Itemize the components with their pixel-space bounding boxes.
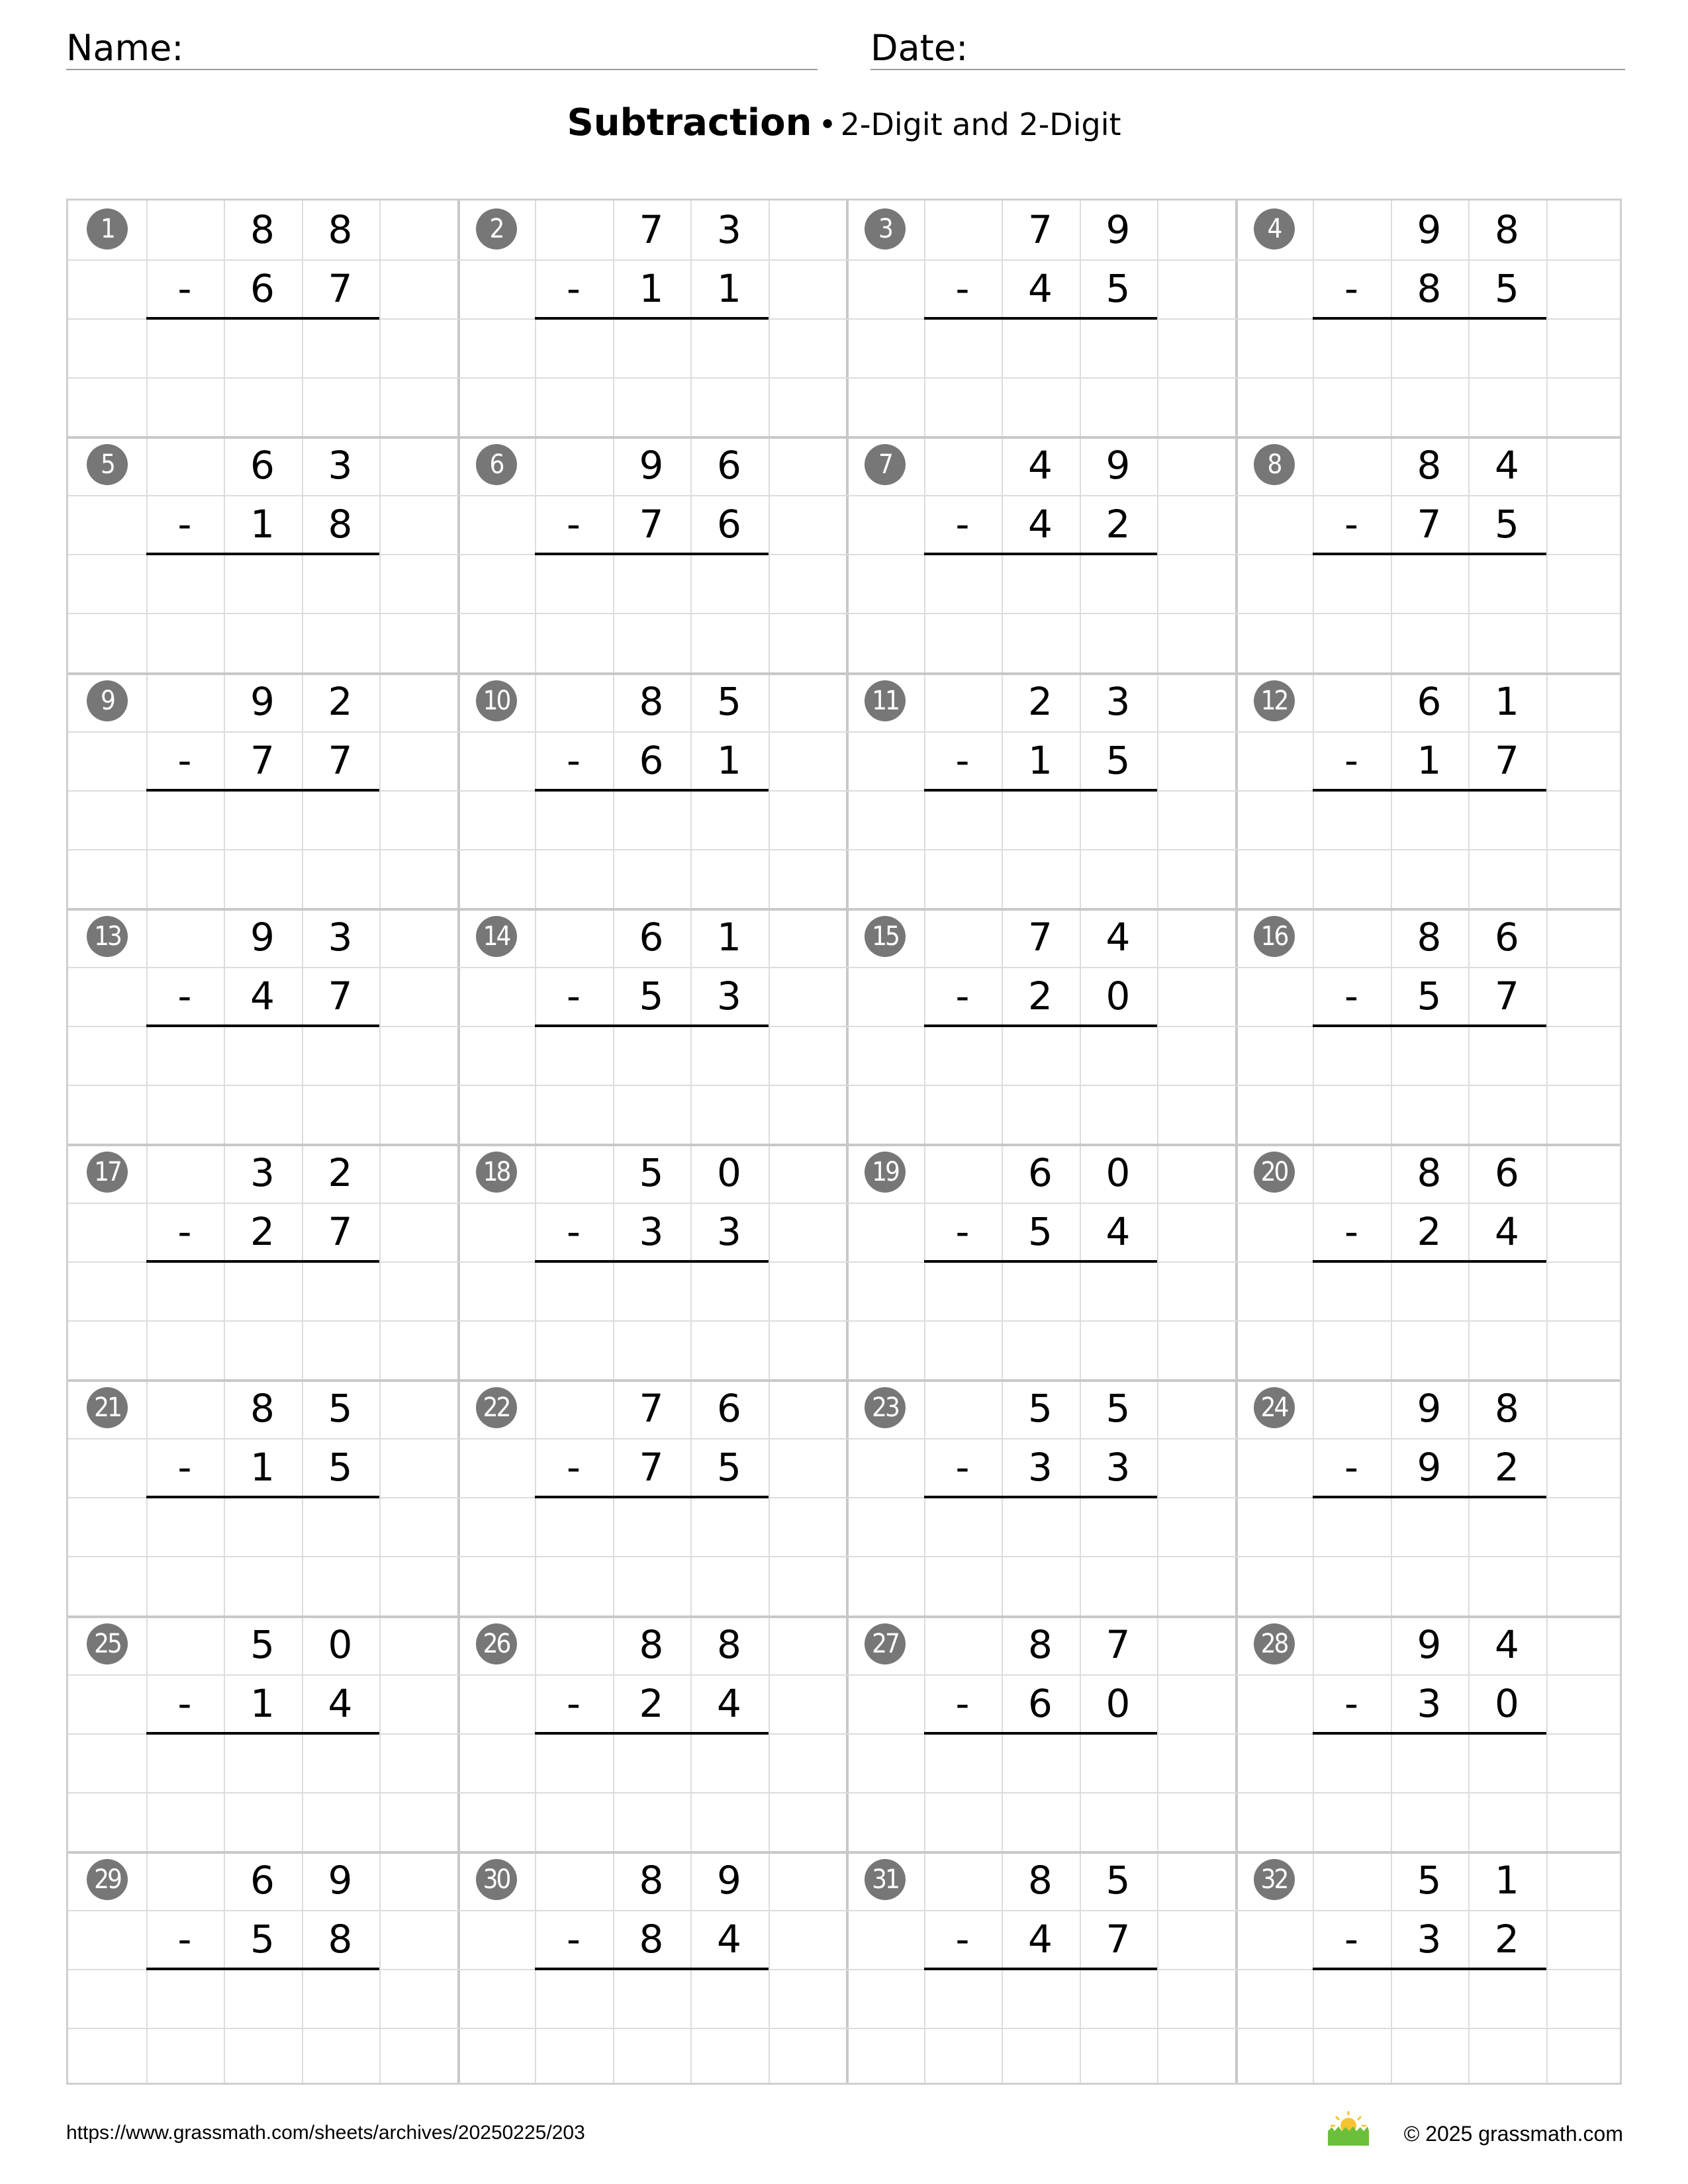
problem-number-badge: 2 — [476, 208, 517, 250]
problem-number-badge: 29 — [87, 1859, 128, 1900]
subtrahend-tens-digit: 2 — [1028, 973, 1053, 1019]
subtrahend-ones-digit: 7 — [328, 737, 353, 783]
minuend-tens-digit: 8 — [639, 678, 664, 724]
subtrahend-ones-digit: 4 — [328, 1680, 353, 1726]
minus-sign: - — [567, 502, 581, 547]
problem-number-badge: 6 — [476, 444, 517, 485]
subtraction-problem — [457, 436, 847, 672]
minus-sign: - — [1344, 1916, 1358, 1962]
subtrahend-tens-digit: 1 — [250, 1445, 275, 1490]
problem-number-badge: 10 — [476, 680, 517, 721]
minuend-tens-digit: 6 — [1417, 678, 1442, 724]
problem-number-badge: 15 — [865, 916, 906, 957]
subtrahend-ones-digit: 5 — [1495, 266, 1519, 312]
answer-line — [924, 317, 1158, 320]
minuend-tens-digit: 5 — [250, 1621, 275, 1667]
problem-number-badge: 31 — [865, 1859, 906, 1900]
subtraction-problem — [457, 1144, 847, 1379]
minuend-tens-digit: 9 — [639, 443, 664, 488]
minuend-ones-digit: 6 — [1495, 1150, 1519, 1195]
answer-line — [924, 1024, 1158, 1027]
subtrahend-tens-digit: 3 — [639, 1209, 664, 1255]
answer-line — [535, 789, 769, 792]
minuend-ones-digit: 5 — [1105, 1857, 1131, 1903]
subtraction-problem — [846, 1144, 1235, 1379]
subtrahend-tens-digit: 5 — [1417, 973, 1442, 1019]
answer-line — [1313, 1732, 1546, 1735]
minus-sign: - — [177, 1916, 192, 1962]
subtrahend-ones-digit: 0 — [1105, 1680, 1131, 1726]
subtrahend-ones-digit: 7 — [1105, 1916, 1131, 1962]
problem-number-badge: 9 — [87, 680, 128, 721]
subtrahend-tens-digit: 2 — [250, 1209, 275, 1255]
minus-sign: - — [955, 1445, 970, 1490]
subtraction-problem — [68, 1615, 457, 1851]
minuend-tens-digit: 4 — [1028, 443, 1053, 488]
subtrahend-ones-digit: 2 — [1495, 1445, 1519, 1490]
subtrahend-tens-digit: 7 — [1417, 502, 1442, 547]
minuend-ones-digit: 9 — [1105, 443, 1131, 488]
minuend-ones-digit: 2 — [328, 1150, 353, 1195]
minus-sign: - — [567, 973, 581, 1019]
problem-number-badge: 26 — [476, 1623, 517, 1664]
minuend-tens-digit: 7 — [639, 1386, 664, 1432]
subtraction-problem — [68, 672, 457, 908]
answer-line — [535, 1496, 769, 1498]
subtrahend-ones-digit: 2 — [1495, 1916, 1519, 1962]
subtrahend-tens-digit: 5 — [639, 973, 664, 1019]
subtraction-problem — [457, 1615, 847, 1851]
problem-number-badge: 17 — [87, 1152, 128, 1193]
name-label: Name: — [66, 27, 184, 69]
title-main: Subtraction — [567, 101, 812, 144]
minuend-ones-digit: 1 — [1495, 1857, 1519, 1903]
minus-sign: - — [1344, 266, 1358, 312]
minuend-tens-digit: 6 — [1028, 1150, 1053, 1195]
minuend-tens-digit: 8 — [639, 1621, 664, 1667]
minuend-ones-digit: 8 — [1495, 1386, 1519, 1432]
minuend-ones-digit: 7 — [1105, 1621, 1131, 1667]
subtrahend-ones-digit: 5 — [1495, 502, 1519, 547]
minus-sign: - — [1344, 1209, 1358, 1255]
answer-line — [1313, 553, 1546, 555]
answer-line — [146, 317, 380, 320]
subtrahend-tens-digit: 5 — [250, 1916, 275, 1962]
subtrahend-tens-digit: 6 — [1028, 1680, 1053, 1726]
subtraction-problem — [846, 436, 1235, 672]
minus-sign: - — [567, 1680, 581, 1726]
minus-sign: - — [177, 1445, 192, 1490]
subtrahend-ones-digit: 8 — [328, 502, 353, 547]
answer-line — [146, 789, 380, 792]
subtrahend-ones-digit: 7 — [328, 266, 353, 312]
worksheet-title — [0, 101, 1688, 144]
problem-number-badge: 19 — [865, 1152, 906, 1193]
minuend-ones-digit: 6 — [1495, 914, 1519, 960]
title-bullet: • — [818, 107, 837, 142]
answer-line — [1313, 1968, 1546, 1970]
problem-number-badge: 22 — [476, 1387, 517, 1428]
minuend-ones-digit: 6 — [717, 443, 741, 488]
minuend-tens-digit: 8 — [1417, 914, 1442, 960]
problem-number-badge: 11 — [865, 680, 906, 721]
subtraction-problem — [1235, 1379, 1624, 1615]
subtrahend-ones-digit: 4 — [1105, 1209, 1131, 1255]
minuend-tens-digit: 6 — [250, 1857, 275, 1903]
minuend-ones-digit: 3 — [328, 443, 353, 488]
minus-sign: - — [955, 502, 970, 547]
answer-line — [924, 1260, 1158, 1263]
problem-number-badge: 4 — [1254, 208, 1295, 250]
subtraction-problem — [846, 1615, 1235, 1851]
answer-line — [924, 1496, 1158, 1498]
minuend-tens-digit: 8 — [250, 207, 275, 252]
minus-sign: - — [567, 1209, 581, 1255]
minus-sign: - — [1344, 737, 1358, 783]
subtraction-problem — [846, 1379, 1235, 1615]
minuend-tens-digit: 8 — [1417, 443, 1442, 488]
date-field[interactable] — [870, 20, 1625, 70]
subtrahend-ones-digit: 7 — [328, 973, 353, 1019]
problem-number-badge: 13 — [87, 916, 128, 957]
subtraction-problem — [457, 1379, 847, 1615]
subtraction-problem — [457, 1851, 847, 2087]
minuend-ones-digit: 8 — [1495, 207, 1519, 252]
problem-number-badge: 14 — [476, 916, 517, 957]
minuend-tens-digit: 9 — [1417, 207, 1442, 252]
answer-line — [1313, 1260, 1546, 1263]
minuend-ones-digit: 9 — [1105, 207, 1131, 252]
minus-sign: - — [955, 1209, 970, 1255]
subtrahend-tens-digit: 1 — [250, 1680, 275, 1726]
minus-sign: - — [177, 1209, 192, 1255]
subtrahend-ones-digit: 3 — [717, 973, 741, 1019]
minus-sign: - — [567, 737, 581, 783]
minuend-ones-digit: 3 — [717, 207, 741, 252]
minus-sign: - — [955, 1680, 970, 1726]
subtrahend-ones-digit: 4 — [717, 1680, 741, 1726]
name-field[interactable] — [66, 20, 818, 70]
minuend-tens-digit: 3 — [250, 1150, 275, 1195]
subtrahend-tens-digit: 1 — [639, 266, 664, 312]
subtraction-problem — [68, 1379, 457, 1615]
minuend-tens-digit: 5 — [1417, 1857, 1442, 1903]
subtrahend-ones-digit: 8 — [328, 1916, 353, 1962]
subtraction-problem — [846, 201, 1235, 436]
minus-sign: - — [1344, 1445, 1358, 1490]
minuend-tens-digit: 7 — [1028, 207, 1053, 252]
subtrahend-ones-digit: 4 — [717, 1916, 741, 1962]
subtrahend-ones-digit: 3 — [717, 1209, 741, 1255]
subtrahend-ones-digit: 0 — [1105, 973, 1131, 1019]
problem-number-badge: 23 — [865, 1387, 906, 1428]
answer-line — [146, 553, 380, 555]
subtraction-problem — [68, 1851, 457, 2087]
minus-sign: - — [567, 266, 581, 312]
minuend-ones-digit: 5 — [717, 678, 741, 724]
subtraction-problem — [68, 1144, 457, 1379]
minuend-ones-digit: 3 — [1105, 678, 1131, 724]
minus-sign: - — [567, 1445, 581, 1490]
minuend-ones-digit: 8 — [717, 1621, 741, 1667]
minus-sign: - — [567, 1916, 581, 1962]
minuend-tens-digit: 5 — [639, 1150, 664, 1195]
problem-number-badge: 5 — [87, 444, 128, 485]
subtrahend-tens-digit: 4 — [1028, 502, 1053, 547]
subtrahend-tens-digit: 8 — [1417, 266, 1442, 312]
subtrahend-tens-digit: 4 — [250, 973, 275, 1019]
footer-copyright: © 2025 grassmath.com — [1403, 2122, 1623, 2146]
minuend-ones-digit: 1 — [717, 914, 741, 960]
minuend-tens-digit: 7 — [639, 207, 664, 252]
minuend-ones-digit: 8 — [328, 207, 353, 252]
minuend-tens-digit: 9 — [1417, 1386, 1442, 1432]
answer-line — [535, 553, 769, 555]
problem-number-badge: 20 — [1254, 1152, 1295, 1193]
subtrahend-tens-digit: 3 — [1028, 1445, 1053, 1490]
subtrahend-ones-digit: 7 — [1495, 973, 1519, 1019]
minuend-tens-digit: 8 — [1417, 1150, 1442, 1195]
answer-line — [924, 1732, 1158, 1735]
minuend-ones-digit: 3 — [328, 914, 353, 960]
minuend-tens-digit: 8 — [250, 1386, 275, 1432]
answer-line — [146, 1024, 380, 1027]
answer-line — [924, 789, 1158, 792]
minuend-tens-digit: 5 — [1028, 1386, 1053, 1432]
minuend-ones-digit: 0 — [1105, 1150, 1131, 1195]
problem-number-badge: 25 — [87, 1623, 128, 1664]
subtrahend-tens-digit: 2 — [639, 1680, 664, 1726]
subtraction-problem — [1235, 672, 1624, 908]
minuend-tens-digit: 6 — [250, 443, 275, 488]
subtraction-problem — [1235, 908, 1624, 1144]
answer-line — [535, 1260, 769, 1263]
minus-sign: - — [1344, 973, 1358, 1019]
minuend-ones-digit: 5 — [328, 1386, 353, 1432]
title-subtitle: 2-Digit and 2-Digit — [840, 107, 1121, 142]
minuend-tens-digit: 7 — [1028, 914, 1053, 960]
subtraction-problem — [1235, 1851, 1624, 2087]
problem-number-badge: 16 — [1254, 916, 1295, 957]
subtraction-problem — [457, 908, 847, 1144]
minuend-tens-digit: 9 — [1417, 1621, 1442, 1667]
minuend-ones-digit: 9 — [717, 1857, 741, 1903]
subtrahend-tens-digit: 7 — [639, 502, 664, 547]
answer-line — [146, 1260, 380, 1263]
footer-url: https://www.grassmath.com/sheets/archives/20250225/203 — [66, 2122, 585, 2144]
subtrahend-ones-digit: 5 — [717, 1445, 741, 1490]
minuend-ones-digit: 0 — [328, 1621, 353, 1667]
minus-sign: - — [955, 973, 970, 1019]
minus-sign: - — [177, 1680, 192, 1726]
subtrahend-tens-digit: 1 — [250, 502, 275, 547]
subtrahend-ones-digit: 7 — [328, 1209, 353, 1255]
subtrahend-tens-digit: 2 — [1417, 1209, 1442, 1255]
answer-line — [146, 1968, 380, 1970]
minus-sign: - — [177, 973, 192, 1019]
minus-sign: - — [1344, 1680, 1358, 1726]
subtrahend-tens-digit: 4 — [1028, 266, 1053, 312]
answer-line — [535, 1732, 769, 1735]
answer-line — [535, 1024, 769, 1027]
subtrahend-tens-digit: 9 — [1417, 1445, 1442, 1490]
answer-line — [924, 1968, 1158, 1970]
answer-line — [146, 1732, 380, 1735]
minus-sign: - — [177, 737, 192, 783]
minus-sign: - — [177, 266, 192, 312]
minuend-ones-digit: 6 — [717, 1386, 741, 1432]
answer-line — [146, 1496, 380, 1498]
minuend-ones-digit: 9 — [328, 1857, 353, 1903]
minuend-ones-digit: 0 — [717, 1150, 741, 1195]
minuend-tens-digit: 2 — [1028, 678, 1053, 724]
minuend-ones-digit: 4 — [1495, 443, 1519, 488]
subtrahend-ones-digit: 5 — [1105, 737, 1131, 783]
subtrahend-tens-digit: 5 — [1028, 1209, 1053, 1255]
minuend-ones-digit: 1 — [1495, 678, 1519, 724]
answer-line — [535, 1968, 769, 1970]
subtraction-problem — [457, 672, 847, 908]
minus-sign: - — [955, 266, 970, 312]
minuend-tens-digit: 6 — [639, 914, 664, 960]
problem-number-badge: 12 — [1254, 680, 1295, 721]
subtraction-problem — [68, 201, 457, 436]
problem-number-badge: 28 — [1254, 1623, 1295, 1664]
subtrahend-ones-digit: 6 — [717, 502, 741, 547]
subtrahend-ones-digit: 5 — [1105, 266, 1131, 312]
subtrahend-ones-digit: 5 — [328, 1445, 353, 1490]
answer-line — [535, 317, 769, 320]
minuend-tens-digit: 8 — [1028, 1621, 1053, 1667]
subtraction-problem — [1235, 1615, 1624, 1851]
subtrahend-ones-digit: 4 — [1495, 1209, 1519, 1255]
minuend-tens-digit: 9 — [250, 914, 275, 960]
subtraction-problem — [846, 908, 1235, 1144]
problem-grid — [66, 199, 1622, 2085]
minuend-ones-digit: 4 — [1495, 1621, 1519, 1667]
subtraction-problem — [68, 436, 457, 672]
subtrahend-ones-digit: 1 — [717, 737, 741, 783]
minuend-ones-digit: 5 — [1105, 1386, 1131, 1432]
subtraction-problem — [846, 672, 1235, 908]
subtrahend-tens-digit: 1 — [1417, 737, 1442, 783]
minus-sign: - — [1344, 502, 1358, 547]
answer-line — [1313, 789, 1546, 792]
subtrahend-tens-digit: 8 — [639, 1916, 664, 1962]
subtrahend-tens-digit: 7 — [639, 1445, 664, 1490]
subtrahend-ones-digit: 3 — [1105, 1445, 1131, 1490]
answer-line — [1313, 1024, 1546, 1027]
problem-number-badge: 1 — [87, 208, 128, 250]
subtrahend-tens-digit: 6 — [639, 737, 664, 783]
subtrahend-ones-digit: 1 — [717, 266, 741, 312]
minuend-ones-digit: 4 — [1105, 914, 1131, 960]
problem-number-badge: 8 — [1254, 444, 1295, 485]
subtraction-problem — [1235, 1144, 1624, 1379]
answer-line — [924, 553, 1158, 555]
minus-sign: - — [177, 502, 192, 547]
subtraction-problem — [1235, 436, 1624, 672]
problem-number-badge: 24 — [1254, 1387, 1295, 1428]
problem-number-badge: 18 — [476, 1152, 517, 1193]
subtraction-problem — [1235, 201, 1624, 436]
problem-number-badge: 30 — [476, 1859, 517, 1900]
minuend-tens-digit: 9 — [250, 678, 275, 724]
problem-number-badge: 7 — [865, 444, 906, 485]
subtrahend-ones-digit: 2 — [1105, 502, 1131, 547]
answer-line — [1313, 1496, 1546, 1498]
minus-sign: - — [955, 737, 970, 783]
problem-number-badge: 21 — [87, 1387, 128, 1428]
subtraction-problem — [846, 1851, 1235, 2087]
problem-number-badge: 3 — [865, 208, 906, 250]
minuend-ones-digit: 2 — [328, 678, 353, 724]
minus-sign: - — [955, 1916, 970, 1962]
minuend-tens-digit: 8 — [1028, 1857, 1053, 1903]
subtrahend-tens-digit: 7 — [250, 737, 275, 783]
grass-sun-logo-icon — [1327, 2109, 1370, 2147]
problem-number-badge: 27 — [865, 1623, 906, 1664]
subtrahend-ones-digit: 7 — [1495, 737, 1519, 783]
minuend-tens-digit: 8 — [639, 1857, 664, 1903]
subtrahend-tens-digit: 3 — [1417, 1680, 1442, 1726]
subtrahend-tens-digit: 3 — [1417, 1916, 1442, 1962]
problem-number-badge: 32 — [1254, 1859, 1295, 1900]
date-label: Date: — [870, 27, 968, 69]
subtrahend-tens-digit: 4 — [1028, 1916, 1053, 1962]
subtrahend-ones-digit: 0 — [1495, 1680, 1519, 1726]
subtraction-problem — [457, 201, 847, 436]
answer-line — [1313, 317, 1546, 320]
subtrahend-tens-digit: 1 — [1028, 737, 1053, 783]
subtraction-problem — [68, 908, 457, 1144]
subtrahend-tens-digit: 6 — [250, 266, 275, 312]
